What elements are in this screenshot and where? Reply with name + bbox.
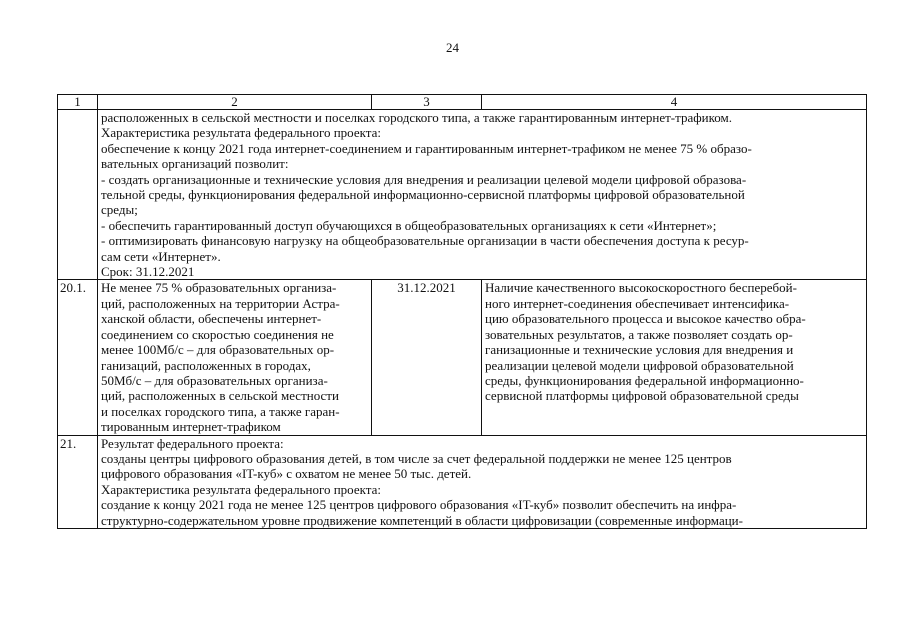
column-header-4: 4 (482, 95, 867, 110)
result-21-row (58, 435, 867, 528)
text-line: тированным интернет-трафиком (101, 419, 281, 435)
result-20-1-effect (482, 280, 867, 435)
column-header-1: 1 (58, 95, 98, 110)
text-line: сам сети «Интернет». (101, 248, 221, 264)
row-number-cell (58, 110, 98, 280)
text-line: расположенных в сельской местности и поселках городского типа, а также гарантированным интернет-трафиком. (101, 110, 733, 125)
deadline-date: 31.12.2021 (372, 280, 482, 435)
text-line: соединением со скоростью соединения не (101, 326, 334, 342)
text-line: ций, расположенных в сельской местности (101, 388, 339, 404)
page-number: 24 (446, 40, 459, 55)
text-line: созданы центры цифрового образования детей, в том числе за счет федеральной поддержки не менее 125 центров (101, 450, 732, 466)
text-line: - оптимизировать финансовую нагрузку на общеобразовательные организации в части обеспечения доступа к ресур- (101, 233, 749, 249)
text-line: ганизационные и технические условия для внедрения и (485, 342, 794, 358)
text-line: зовательных результатов, а также позволяет создать ор- (485, 326, 793, 342)
result-20-description (98, 110, 867, 280)
text-line: Результат федерального проекта: (101, 435, 284, 451)
text-line: Характеристика результата федерального проекта: (101, 125, 381, 141)
text-line: тельной среды, функционирования федеральной информационно-сервисной платформы цифровой образовательной (101, 187, 745, 203)
text-line: структурно-содержательном уровне продвижение компетенций в области цифровизации (современные информаци- (101, 512, 743, 528)
text-line: обеспечение к концу 2021 года интернет-соединением и гарантированным интернет-трафиком не менее 75 % образо- (101, 140, 752, 156)
text-line: среды; (101, 202, 138, 218)
text-line: ций, расположенных на территории Астра- (101, 295, 340, 311)
result-21-description (98, 435, 867, 528)
text-line: и поселках городского типа, а также гаран- (101, 403, 340, 419)
text-line: Не менее 75 % образовательных организа- (101, 280, 337, 296)
document-table (57, 94, 867, 529)
text-line: сервисной платформы цифровой образовательной среды (485, 388, 799, 404)
text-line: создание к концу 2021 года не менее 125 центров цифрового образования «IT-куб» позволит обеспечить на инфра- (101, 497, 737, 513)
column-header-3: 3 (372, 95, 482, 110)
text-line: вательных организаций позволит: (101, 156, 289, 172)
text-line: - создать организационные и технические условия для внедрения и реализации целевой модели цифровой образова- (101, 171, 747, 187)
row-number: 20.1. (58, 280, 98, 435)
text-line: среды, функционирования федеральной информационно- (485, 372, 804, 388)
text-line: Характеристика результата федерального проекта: (101, 481, 381, 497)
text-line: ного интернет-соединения обеспечивает интенсифика- (485, 295, 790, 311)
result-20-continuation-row (58, 110, 867, 280)
text-line: реализации целевой модели цифровой образовательной (485, 357, 794, 373)
text-line: ханской области, обеспечены интернет- (101, 311, 322, 327)
result-20-1-row (58, 280, 867, 435)
text-line: менее 100Мб/с – для образовательных ор- (101, 342, 335, 358)
text-line: цифрового образования «IT-куб» с охватом не менее 50 тыс. детей. (101, 466, 472, 482)
text-line: ганизаций, расположенных в городах, (101, 357, 311, 373)
column-number-row (58, 95, 867, 110)
text-line: 50Мб/с – для образовательных организа- (101, 372, 328, 388)
deadline-line: Срок: 31.12.2021 (101, 264, 195, 280)
column-header-2: 2 (98, 95, 372, 110)
text-line: - обеспечить гарантированный доступ обучающихся в общеобразовательных организациях к сети «Интернет»; (101, 217, 717, 233)
result-20-1-text (98, 280, 372, 435)
row-number: 21. (58, 435, 98, 528)
text-line: Наличие качественного высокоскоростного бесперебой- (485, 280, 797, 296)
text-line: цию образовательного процесса и высокое качество обра- (485, 311, 806, 327)
